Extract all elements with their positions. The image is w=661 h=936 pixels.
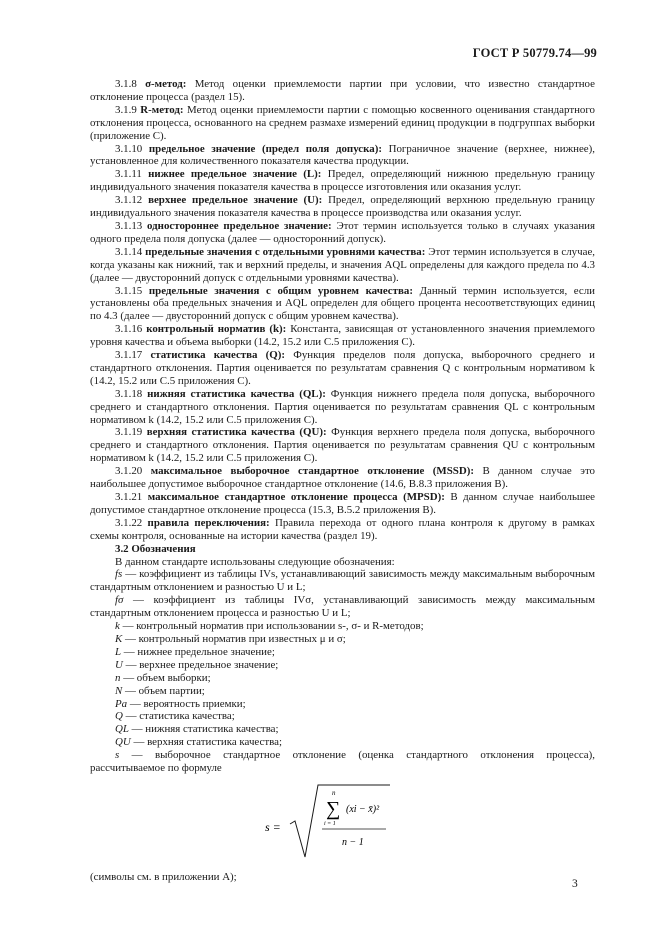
definition-term: предельные значения с отдельными уровнями качества: [145,245,426,258]
definition-item [90,349,595,388]
symbol-name: fσ [115,594,124,607]
symbol-description: — верхнее предельное значение; [125,658,279,671]
definition-item [90,517,595,543]
definition-item [90,323,595,349]
definition-number: 3.1.10 [115,142,143,155]
definition-item [90,143,595,169]
definition-term: правила переключения: [147,516,270,529]
sum-upper-limit: n [332,788,336,797]
symbol-item [90,659,595,672]
definition-text: Предел, определяющий верхнюю предельную границу индивидуального значения показателя качества в процессе производства или оказания услуг. [90,194,595,220]
symbol-item [90,594,595,620]
definition-term: максимальное выборочное стандартное отклонение (MSSD): [150,465,474,478]
definition-item [90,194,595,220]
definition-term: контрольный норматив (k): [146,323,287,336]
symbol-item [90,646,595,659]
symbol-name: Q [115,710,123,723]
definition-item [90,78,595,104]
symbol-item [90,710,595,723]
symbol-description: — верхняя статистика качества; [133,736,282,749]
definition-number: 3.1.14 [115,245,143,258]
definition-term: R-метод: [140,103,184,116]
symbol-name: L [115,645,122,658]
definition-number: 3.1.19 [115,426,143,439]
symbol-item [90,736,595,749]
definition-item [90,246,595,285]
symbol-description: — выборочное стандартное отклонение (оценка стандартного отклонения процесса), рассчитываемое по формуле [90,749,595,775]
definition-text: В данном случае это наибольшее допустимое выборочное стандартное отклонение (14.6, В.8.3 приложения В). [90,465,595,491]
symbol-item [90,749,595,775]
definition-term: σ-метод: [145,78,187,90]
definition-number: 3.1.16 [115,323,143,336]
symbol-name: k [115,620,120,633]
definition-number: 3.1.15 [115,284,143,297]
symbol-item [90,723,595,736]
definition-term: верхнее предельное значение (U): [148,194,323,207]
symbol-name: U [115,658,123,671]
symbol-item [90,698,595,711]
symbol-name: n [115,671,121,684]
symbol-name: N [115,684,123,697]
definition-number: 3.1.13 [115,219,143,232]
symbol-description: — объем выборки; [123,671,211,684]
section-intro: В данном стандарте использованы следующие обозначения: [115,555,395,568]
definition-text: Предел, определяющий нижнюю предельную границу индивидуального значения показателя качества в процессе изготовления или оказания услуг. [90,168,595,194]
definition-text: Функция верхнего предела поля допуска, выборочного среднего и стандартного отклонения. Партия оценивается по результатам сравнения QU с контрольным нормативом k (14.2, 15.2 или С.5 приложения С). [90,426,595,465]
definition-term: нижнее предельное значение (L): [148,168,322,181]
definition-term: одностороннее предельное значение: [147,219,332,232]
definition-term: максимальное стандартное отклонение процесса (MPSD): [147,491,445,503]
symbol-description: — нижняя статистика качества; [131,723,279,736]
definition-item [90,104,595,143]
symbol-description: — контрольный норматив при использовании s-, σ- и R-методов; [122,620,424,633]
symbol-name: fs [115,568,123,581]
definition-text: Метод оценки приемлемости партии с помощью косвенного оценивания стандартного отклонения процесса, основанного на среднем размахе измерений единиц продукции в подгруппах выборки (приложение С). [90,103,595,142]
definitions-list [90,78,595,543]
definition-item [90,168,595,194]
definition-text: Этот термин используется в случае, когда указаны как нижний, так и верхний пределы, и значения AQL определены для каждого предела по 4.3 (далее — двусторонний допуск с отдельными уровнями качества). [90,245,595,284]
sum-term: (xi − x̄)² [346,803,380,815]
definition-number: 3.1.22 [115,516,143,529]
sqrt-sign [290,785,390,857]
symbol-name: QU [115,736,131,749]
definition-item [90,285,595,324]
definition-text: Пограничное значение (верхнее, нижнее), установленное для количественного показателя качества продукции. [90,142,595,168]
symbol-description: — нижнее предельное значение; [123,645,275,658]
symbol-name: QL [115,723,129,736]
definition-text: Данный термин используется, если установлены оба предельных значения и AQL определен для общего процента несоответствующих единиц по 4.3 (далее — двусторонний допуск с общим уровнем качества). [90,284,595,323]
sum-sign: ∑ [326,797,341,820]
definition-term: статистика качества (Q): [150,349,286,362]
symbol-name: K [115,632,123,645]
definition-item [90,388,595,427]
symbol-name: s [115,749,120,762]
definition-item [90,220,595,246]
formula-svg [90,779,490,867]
definition-item [90,465,595,491]
formula-note: (символы см. в приложении А); [90,870,237,883]
definition-term: предельные значения с общим уровнем качества: [148,284,413,297]
definition-text: Функция нижнего предела поля допуска, выборочного среднего и стандартного отклонения. Партия оценивается по результатам сравнения QL с контрольным нормативом k (14.2, 15.2 или С.5 приложения С). [90,387,595,426]
definition-number: 3.1.8 [115,78,137,90]
definition-text: Константа, зависящая от установленного значения приемлемого уровня качества и объема выборки (14.2, 15.2 или С.5 приложения С). [90,323,595,349]
symbol-description: — вероятность приемки; [129,697,246,710]
symbol-name: Pa [115,697,128,710]
symbol-item [90,633,595,646]
definition-term: предельное значение (предел поля допуска): [148,142,382,155]
page-content [90,78,595,884]
definition-text: Этот термин используется только в случаях указания одного предела поля допуска (далее — односторонний допуск). [90,219,596,245]
definition-item [90,426,595,465]
page-number: 3 [572,878,578,890]
symbol-description: — объем партии; [125,684,205,697]
denominator: n − 1 [342,836,364,848]
symbol-item [90,685,595,698]
symbol-description: — коэффициент из таблицы IVσ, устанавливающий зависимость между максимальным стандартным отклонением процесса и разностью U и L; [90,594,595,620]
definition-number: 3.1.17 [115,349,143,362]
definition-number: 3.1.21 [115,491,143,503]
symbol-item [90,568,595,594]
formula-lhs: s = [265,819,281,834]
symbol-description: — коэффициент из таблицы IVs, устанавливающий зависимость между максимальным выборочным стандартным отклонением и разностью U и L; [90,568,595,594]
symbol-description: — контрольный норматив при известных μ и σ; [125,632,346,645]
definition-number: 3.1.18 [115,387,143,400]
symbol-item [90,620,595,633]
section-title: 3.2 Обозначения [115,542,196,555]
definition-text: Правила перехода от одного плана контроля к другому в рамках схемы контроля, основанные на истории качества (раздел 19). [90,516,596,542]
definition-text: Функция пределов поля допуска, выборочного среднего и стандартного отклонения. Партия оценивается по результатам сравнения Q с контрольным нормативом k (14.2, 15.2 или С.5 приложения С). [90,349,596,387]
sum-lower-limit: i = 1 [324,820,336,827]
definition-term: верхняя статистика качества (QU): [146,426,327,439]
definition-text: Метод оценки приемлемости партии при условии, что известно стандартное отклонение процесса (раздел 15). [90,78,595,103]
definition-number: 3.1.11 [115,168,142,181]
definition-number: 3.1.20 [115,465,143,478]
symbols-list [90,568,595,775]
definition-term: нижняя статистика качества (QL): [147,387,326,400]
definition-number: 3.1.12 [115,194,143,207]
formula [90,779,595,867]
definition-item [90,491,595,517]
symbol-description: — статистика качества; [125,710,235,723]
symbol-item [90,672,595,685]
definition-number: 3.1.9 [115,103,137,116]
definition-text: В данном случае наибольшее допустимое стандартное отклонение процесса (15.3, В.5.2 приложения В). [90,491,595,516]
document-header: ГОСТ Р 50779.74—99 [472,46,597,60]
